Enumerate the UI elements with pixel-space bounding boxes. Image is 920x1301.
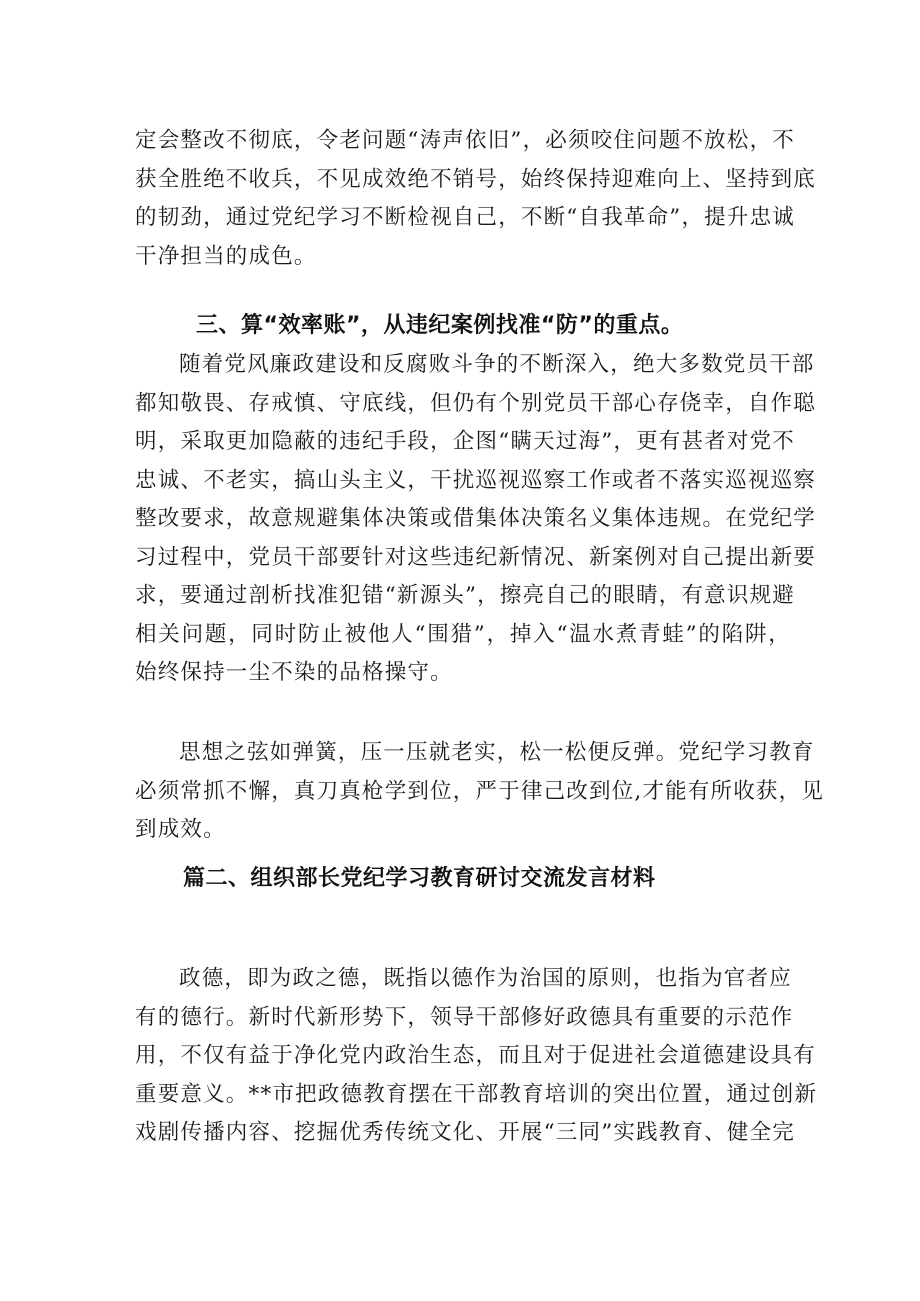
section-heading-three: 三、算“效率账”，从违纪案例找准“防”的重点。 [196, 313, 684, 338]
text-line: 都知敬畏、存戒慎、守底线，但仍有个别党员干部心存侥幸，自作聪 [135, 390, 817, 416]
text-line: 习过程中，党员干部要针对这些违纪新情况、新案例对自己提出新要 [135, 544, 817, 570]
text-line: 的韧劲，通过党纪学习不断检视自己，不断“自我革命”，提升忠诚 [135, 205, 795, 230]
text-line: 定会整改不彻底，令老问题“涛声依旧”，必须咬住问题不放松，不 [135, 128, 795, 153]
article-title-part-two: 篇二、组织部长党纪学习教育研讨交流发言材料 [183, 866, 656, 891]
text-line: 获全胜绝不收兵，不见成效绝不销号，始终保持迎难向上、坚持到底 [135, 166, 817, 192]
paragraph-political-ethics [135, 960, 818, 1153]
text-line: 有的德行。新时代新形势下，领导干部修好政德具有重要的示范作 [135, 1004, 794, 1030]
text-line: 戏剧传播内容、挖掘优秀传统文化、开展“三同”实践教育、健全完 [135, 1120, 795, 1145]
text-line: 整改要求，故意规避集体决策或借集体决策名义集体违规。在党纪学 [135, 506, 817, 531]
text-line: 求，要通过剖析找准犯错“新源头”，擦亮自己的眼睛，有意识规避 [135, 583, 795, 608]
text-line: 重要意义。**市把政德教育摆在干部教育培训的突出位置，通过创新 [135, 1081, 818, 1107]
text-line: 干净担当的成色。 [135, 243, 317, 269]
text-line: 思想之弦如弹簧，压一压就老实，松一松便反弹。党纪学习教育 [179, 740, 815, 765]
text-line: 随着党风廉政建设和反腐败斗争的不断深入，绝大多数党员干部 [179, 352, 815, 377]
paragraph-conclusion [135, 734, 825, 850]
text-line: 政德，即为政之德，既指以德作为治国的原则，也指为官者应 [179, 966, 792, 991]
paragraph-violation-cases [135, 346, 817, 693]
text-line: 到成效。 [135, 817, 226, 842]
text-line: 明，采取更加隐蔽的违纪手段，企图“瞒天过海”，更有甚者对党不 [135, 429, 795, 454]
text-line: 用，不仅有益于净化党内政治生态，而且对于促进社会道德建设具有 [135, 1043, 817, 1068]
text-line: 相关问题，同时防止被他人“围猎”，掉入“温水煮青蛙”的陷阱， [135, 621, 791, 647]
text-line: 忠诚、不老实，搞山头主义，干扰巡视巡察工作或者不落实巡视巡察 [135, 467, 817, 493]
text-line: 始终保持一尘不染的品格操守。 [135, 660, 453, 685]
text-line: 必须常抓不懈，真刀真枪学到位，严于律己改到位,才能有所收获，见 [135, 778, 825, 804]
paragraph-continuation [135, 122, 817, 276]
